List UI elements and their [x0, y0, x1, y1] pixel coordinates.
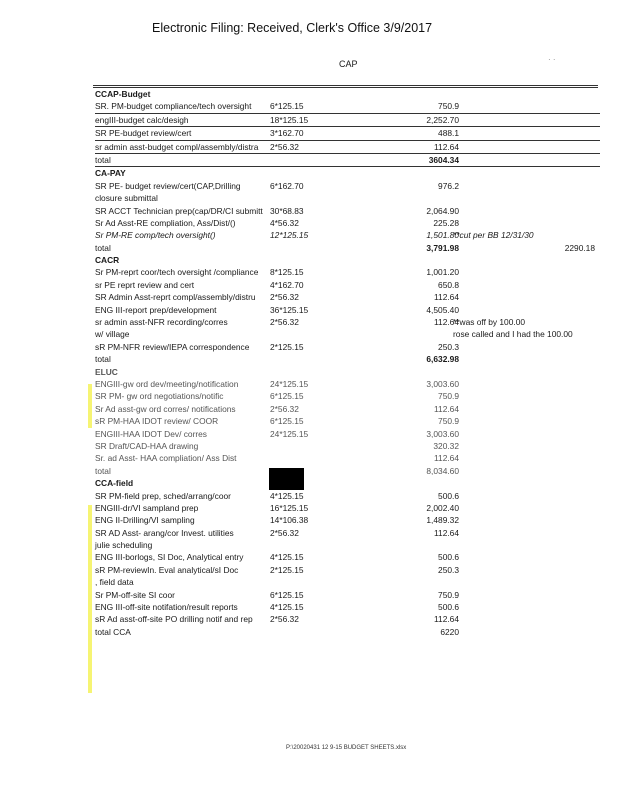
line-item-row [95, 490, 600, 502]
item-amount: 112.64 [434, 403, 459, 414]
item-amount: 2,002.40 [426, 502, 459, 513]
adjusted-total: 2290.18 [564, 242, 595, 253]
line-item-row [95, 551, 600, 563]
line-item-row [95, 428, 600, 440]
item-description: ENG III-off-site notifation/result reports [95, 602, 238, 613]
item-amount: 488.1 [438, 128, 459, 139]
line-item-row [95, 114, 600, 127]
item-description: sr admin asst-budget compl/assembly/distra [95, 141, 259, 152]
item-description: Sr PM-RE comp/tech oversight() [95, 230, 216, 241]
item-amount: 250.3 [438, 564, 459, 575]
highlight-mark [88, 384, 92, 428]
line-item-row [95, 266, 600, 278]
item-rate: 8*125.15 [270, 267, 304, 278]
corner-marks: · · [548, 55, 556, 64]
total-row [95, 353, 600, 365]
item-rate: 12*125.15 [270, 230, 309, 241]
section-header [95, 88, 600, 100]
item-description: SR ACCT Technician prep(cap/DR/CI submitt [95, 205, 263, 216]
item-amount: 1,001.20 [426, 267, 459, 278]
footer-file-path: P:\20020431 12 9-15 BUDGET SHEETS.xlsx [286, 745, 407, 751]
line-item-row [95, 192, 600, 204]
item-amount: 1,489.32 [426, 515, 459, 526]
item-description: sR PM-NFR review/IEPA correspondence [95, 341, 250, 352]
item-description: total [95, 354, 111, 365]
line-item-row [95, 502, 600, 514]
line-item-row [95, 378, 600, 390]
line-item-row [95, 304, 600, 316]
handwritten-note: rose called and I had the 100.00 [453, 329, 573, 340]
item-amount: 3604.34 [428, 154, 459, 165]
line-item-row [95, 514, 600, 526]
total-row [95, 242, 600, 254]
line-item-row [95, 328, 600, 340]
section-title: CCAP-Budget [95, 89, 151, 99]
line-item-row [95, 127, 600, 140]
item-description: ENGIII-gw ord dev/meeting/notification [95, 378, 239, 389]
line-item-row [95, 613, 600, 625]
item-rate: 6*125.15 [270, 416, 304, 427]
item-amount: 112.64 [434, 527, 459, 538]
item-description: SR. PM-budget compliance/tech oversight [95, 101, 252, 112]
item-rate: 2*56.32 [270, 527, 299, 538]
section-header [95, 254, 600, 266]
item-rate: 6*125.15 [270, 589, 304, 600]
item-rate: 2*56.32 [270, 141, 299, 152]
item-amount: 750.9 [438, 391, 459, 402]
item-amount: 3,003.60 [426, 378, 459, 389]
item-description: ENGIII-HAA IDOT Dev/ corres [95, 428, 207, 439]
line-item-row [95, 341, 600, 353]
item-rate: 2*56.32 [270, 317, 299, 328]
item-rate: 6*162.70 [270, 180, 304, 191]
item-description: ENG II-Drilling/VI sampling [95, 515, 195, 526]
item-rate: 36*125.15 [270, 304, 309, 315]
item-amount: 225.28 [433, 217, 459, 228]
item-amount: 112.64 [434, 317, 459, 328]
line-item-row [95, 539, 600, 551]
redaction-box [269, 468, 304, 490]
item-rate: 3*162.70 [270, 128, 304, 139]
item-description: SR PM- gw ord negotiations/notific [95, 391, 224, 402]
item-rate: 4*56.32 [270, 217, 299, 228]
line-item-row [95, 452, 600, 464]
item-rate: 4*162.70 [270, 279, 304, 290]
item-amount: 750.9 [438, 416, 459, 427]
item-rate: 18*125.15 [270, 114, 309, 125]
item-description: Sr. ad Asst- HAA compliation/ Ass Dist [95, 453, 237, 464]
item-amount: 500.6 [438, 490, 459, 501]
budget-table [95, 88, 600, 638]
item-description: ENGIII-dr/VI sampland prep [95, 502, 199, 513]
section-title: ELUC [95, 366, 118, 377]
item-amount: 650.8 [438, 279, 459, 290]
item-amount: 6,632.98 [426, 354, 459, 365]
item-rate: 6*125.15 [270, 101, 304, 112]
item-amount: 112.64 [434, 614, 459, 625]
item-description: sR PM-HAA IDOT review/ COOR [95, 416, 219, 427]
line-item-row [95, 440, 600, 452]
line-item-row [95, 316, 600, 328]
item-amount: 976.2 [438, 180, 459, 191]
line-item-row [95, 403, 600, 415]
item-description: ENG III-report prep/development [95, 304, 217, 315]
item-rate: 30*68.83 [270, 205, 304, 216]
item-description: Sr PM-off-site SI coor [95, 589, 175, 600]
item-amount: 3,003.60 [426, 428, 459, 439]
handwritten-note: **was off by 100.00 [453, 317, 526, 328]
item-amount: 1,501.80 [426, 230, 459, 241]
item-description: , field data [95, 577, 134, 588]
item-amount: 2,064.90 [426, 205, 459, 216]
section-title: CACR [95, 255, 120, 266]
item-description: SR PE- budget review/cert(CAP,Drilling [95, 180, 241, 191]
item-description: SR AD Asst- arang/cor Invest. utilities [95, 527, 234, 538]
item-amount: 320.32 [433, 440, 459, 451]
item-description: total [95, 242, 111, 253]
line-item-row [95, 141, 600, 154]
item-rate: 4*125.15 [270, 490, 304, 501]
item-rate: 14*106.38 [270, 515, 309, 526]
item-rate: 2*125.15 [270, 564, 304, 575]
item-amount: 3,791.98 [426, 242, 459, 253]
line-item-row [95, 180, 600, 192]
total-row [95, 626, 600, 638]
line-item-row [95, 527, 600, 539]
line-item-row [95, 415, 600, 427]
item-amount: 2,252.70 [426, 114, 459, 125]
filing-stamp-header: Electronic Filing: Received, Clerk's Office 3/9/2017 [152, 21, 433, 35]
item-description: engIII-budget calc/desigh [95, 114, 189, 125]
item-amount: 112.64 [434, 292, 459, 303]
line-item-row [95, 564, 600, 576]
line-item-row [95, 279, 600, 291]
item-rate: 4*125.15 [270, 602, 304, 613]
item-description: w/ village [95, 329, 130, 340]
item-description: Sr Ad Asst-RE compliation, Ass/Dist/() [95, 217, 236, 228]
item-description: sR Ad asst-off-site PO drilling notif and rep [95, 614, 253, 625]
item-description: SR PM-field prep, sched/arrang/coor [95, 490, 231, 501]
item-description: Sr PM-reprt coor/tech oversight /compliance [95, 267, 259, 278]
item-amount: 112.64 [434, 141, 459, 152]
item-description: total [95, 154, 111, 165]
item-amount: 250.3 [438, 341, 459, 352]
item-rate: 24*125.15 [270, 378, 309, 389]
item-rate: 24*125.15 [270, 428, 309, 439]
line-item-row [95, 217, 600, 229]
item-description: SR Admin Asst-reprt compl/assembly/distru [95, 292, 256, 303]
total-row [95, 465, 600, 477]
section-title: CCA-field [95, 478, 134, 489]
top-rule [93, 85, 598, 86]
total-row [95, 154, 600, 167]
line-item-row [95, 589, 600, 601]
item-description: SR Draft/CAD-HAA drawing [95, 440, 199, 451]
item-description: total [95, 465, 111, 476]
item-description: total CCA [95, 626, 131, 637]
item-rate: 2*56.32 [270, 403, 299, 414]
item-rate: 6*125.15 [270, 391, 304, 402]
item-rate: 16*125.15 [270, 502, 309, 513]
section-header [95, 366, 600, 378]
line-item-row [95, 205, 600, 217]
item-amount: 750.9 [438, 589, 459, 600]
item-description: sR PM-reviewIn. Eval analytical/sI Doc [95, 564, 239, 575]
section-title: CA-PAY [95, 168, 126, 179]
line-item-row [95, 229, 600, 241]
line-item-row [95, 100, 600, 113]
item-description: Sr Ad asst-gw ord corres/ notifications [95, 403, 236, 414]
item-amount: 112.64 [434, 453, 459, 464]
line-item-row [95, 601, 600, 613]
item-rate: 2*56.32 [270, 292, 299, 303]
item-description: ENG III-borlogs, SI Doc, Analytical entry [95, 552, 244, 563]
item-description: sr admin asst-NFR recording/corres [95, 317, 228, 328]
item-rate: 2*56.32 [270, 614, 299, 625]
line-item-row [95, 390, 600, 402]
item-rate: 4*125.15 [270, 552, 304, 563]
line-item-row [95, 291, 600, 303]
line-item-row [95, 576, 600, 588]
item-amount: 4,505.40 [426, 304, 459, 315]
page-heading: CAP [339, 59, 358, 69]
item-description: closure submittal [95, 193, 158, 204]
item-description: SR PE-budget review/cert [95, 128, 192, 139]
item-description: sr PE reprt review and cert [95, 279, 195, 290]
item-amount: 6220 [440, 626, 459, 637]
highlight-mark [88, 505, 92, 693]
item-rate: 2*125.15 [270, 341, 304, 352]
item-description: julie scheduling [95, 540, 153, 551]
item-amount: 8,034.60 [426, 465, 459, 476]
section-header [95, 477, 600, 489]
item-amount: 500.6 [438, 552, 459, 563]
handwritten-note: **cut per BB 12/31/30 [453, 230, 534, 241]
item-amount: 750.9 [438, 101, 459, 112]
section-header [95, 167, 600, 179]
item-amount: 500.6 [438, 602, 459, 613]
